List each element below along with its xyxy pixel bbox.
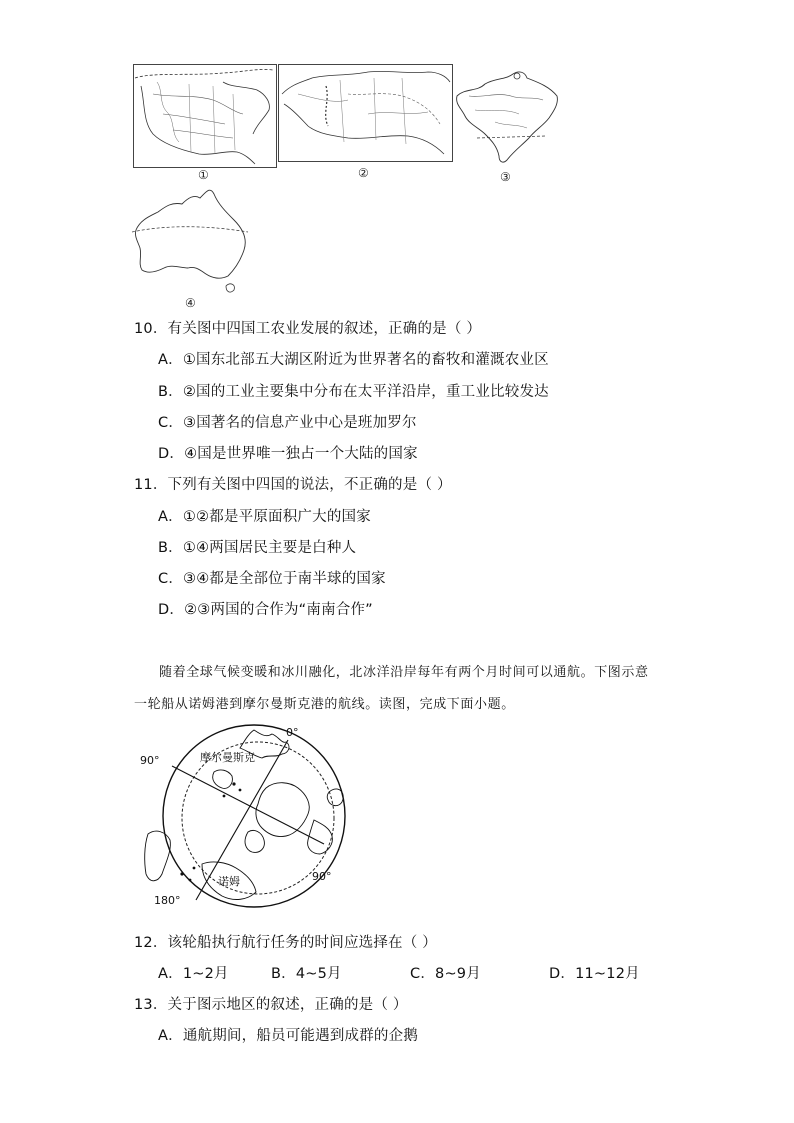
map-brazil-caption: ③: [500, 170, 511, 184]
polar-label-0deg: 0°: [286, 726, 299, 739]
passage-line-1: 随着全球气候变暖和冰川融化，北冰洋沿岸每年有两个月时间可以通航。下图示意: [159, 665, 649, 680]
map-usa: [133, 64, 277, 168]
q10-stem: 10．有关图中四国工农业发展的叙述，正确的是（ ）: [134, 321, 482, 337]
map-brazil: [455, 66, 560, 166]
q12-option-c[interactable]: C．8~9月: [410, 966, 481, 982]
q11-option-a[interactable]: A．①②都是平原面积广大的国家: [158, 509, 371, 525]
q12-stem: 12．该轮船执行航行任务的时间应选择在（ ）: [134, 935, 437, 951]
polar-label-180deg: 180°: [154, 894, 181, 907]
q10-option-a[interactable]: A．①国东北部五大湖区附近为世界著名的畜牧和灌溉农业区: [158, 352, 549, 368]
polar-label-90deg-left: 90°: [140, 754, 160, 767]
q13-option-a[interactable]: A．通航期间，船员可能遇到成群的企鹅: [158, 1028, 419, 1044]
map-russia-caption: ②: [358, 166, 369, 180]
map-russia: [278, 64, 453, 162]
q10-option-b[interactable]: B．②国的工业主要集中分布在太平洋沿岸，重工业比较发达: [158, 384, 549, 400]
passage-line-2: 一轮船从诺姆港到摩尔曼斯克港的航线。读图，完成下面小题。: [134, 697, 515, 712]
q11-option-b[interactable]: B．①④两国居民主要是白种人: [158, 540, 357, 556]
map-usa-caption: ①: [198, 168, 209, 182]
map-australia-caption: ④: [185, 296, 196, 310]
map-australia: [130, 184, 250, 296]
q11-option-c[interactable]: C．③④都是全部位于南半球的国家: [158, 571, 386, 587]
q12-option-b[interactable]: B．4~5月: [271, 966, 342, 982]
q10-option-c[interactable]: C．③国著名的信息产业中心是班加罗尔: [158, 415, 417, 431]
q12-option-d[interactable]: D．11~12月: [549, 966, 640, 982]
q13-stem: 13．关于图示地区的叙述，正确的是（ ）: [134, 997, 408, 1013]
q10-option-d[interactable]: D．④国是世界唯一独占一个大陆的国家: [158, 446, 418, 462]
q11-option-d[interactable]: D．②③两国的合作为“南南合作”: [158, 602, 373, 618]
q11-stem: 11．下列有关图中四国的说法，不正确的是（ ）: [134, 477, 452, 493]
city-label-nome: 诺姆: [218, 875, 240, 888]
q12-option-a[interactable]: A．1~2月: [158, 966, 229, 982]
polar-label-90deg-right: 90°: [312, 870, 332, 883]
city-label-murmansk: 摩尔曼斯克: [200, 751, 255, 764]
arctic-route-map: [136, 724, 368, 908]
